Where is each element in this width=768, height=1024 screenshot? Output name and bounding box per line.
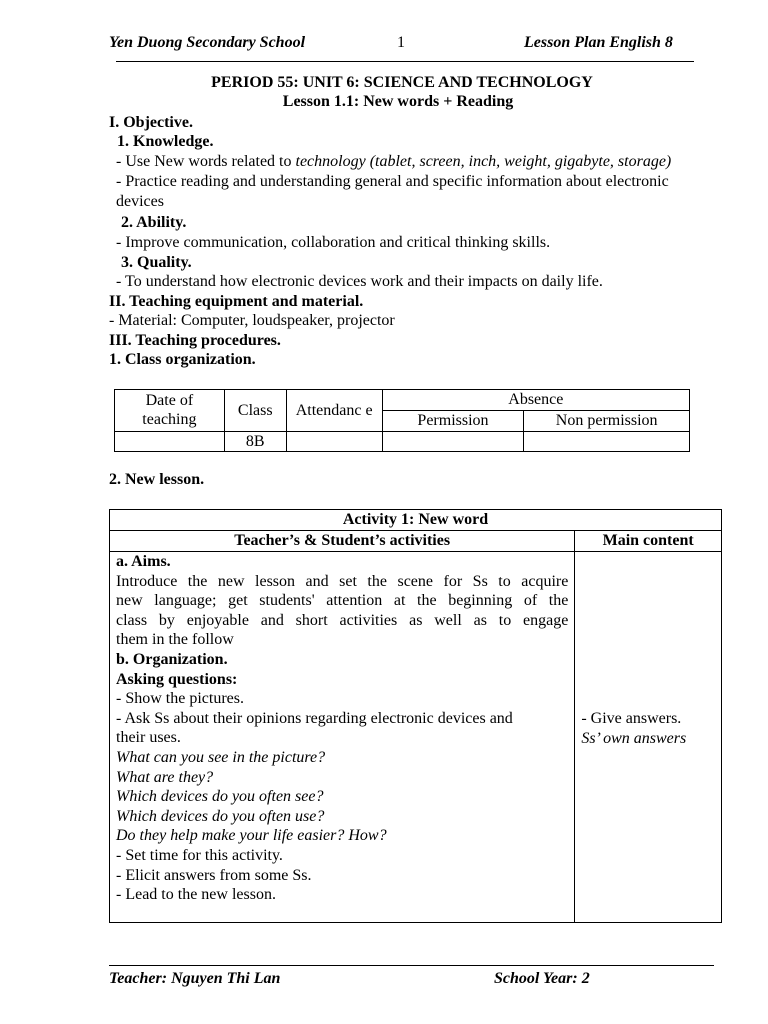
lesson-title: Lesson 1.1: New words + Reading xyxy=(282,93,514,110)
page-number: 1 xyxy=(397,34,405,51)
aims-line: class by enjoyable and short activities as well as to engage xyxy=(116,611,569,629)
organization-heading: b. Organization. xyxy=(116,650,228,668)
activity-table xyxy=(109,509,722,923)
ability-line: - Improve communication, collaboration and critical thinking skills. xyxy=(116,234,551,251)
activities-cell xyxy=(110,552,575,923)
step-item: their uses. xyxy=(116,729,181,747)
col-permission: Permission xyxy=(382,411,524,432)
footer-teacher: Teacher: Nguyen Thi Lan xyxy=(109,970,281,987)
activity-title: Activity 1: New word xyxy=(110,510,722,531)
quality-line: - To understand how electronic devices work and their impacts on daily life. xyxy=(116,273,603,290)
knowledge-line-3: devices xyxy=(116,193,164,210)
col-class: Class xyxy=(224,390,286,432)
step-item: - Elicit answers from some Ss. xyxy=(116,866,312,884)
content-line-1: - Give answers. xyxy=(581,710,682,727)
col-date-of-teaching: Date of teaching xyxy=(115,390,225,432)
footer-rule xyxy=(109,965,714,966)
knowledge-line-1-prefix: - Use New words related to xyxy=(116,153,296,170)
aims-line: Introduce the new lesson and set the scene for Ss to acquire xyxy=(116,572,569,590)
cell-non-permission xyxy=(524,431,690,452)
cell-class: 8B xyxy=(224,431,286,452)
col-content-header: Main content xyxy=(575,531,722,552)
step-item: - Show the pictures. xyxy=(116,690,244,708)
cell-attendance xyxy=(286,431,382,452)
question-item: Which devices do you often use? xyxy=(116,807,325,825)
col-attendance: Attendanc e xyxy=(286,390,382,432)
class-org-heading: 1. Class organization. xyxy=(109,351,256,368)
cell-permission xyxy=(382,431,524,452)
aims-line: new language; get students' attention at the beginning of the xyxy=(116,592,569,610)
knowledge-words: technology (tablet, screen, inch, weight, gigabyte, storage) xyxy=(295,153,672,170)
step-item: - Lead to the new lesson. xyxy=(116,886,276,904)
content-line-2: Ss’ own answers xyxy=(581,729,687,747)
aims-line: them in the follow xyxy=(116,631,234,649)
header-plan-title: Lesson Plan English 8 xyxy=(524,34,673,51)
knowledge-heading: 1. Knowledge. xyxy=(117,133,214,150)
content-cell xyxy=(575,552,722,923)
equipment-heading: II. Teaching equipment and material. xyxy=(109,293,364,310)
footer-school-year: School Year: 2 xyxy=(494,970,590,987)
new-lesson-heading: 2. New lesson. xyxy=(109,471,205,488)
procedures-heading: III. Teaching procedures. xyxy=(109,332,281,349)
question-item: What are they? xyxy=(116,768,214,786)
period-title: PERIOD 55: UNIT 6: SCIENCE AND TECHNOLOGY xyxy=(211,74,593,91)
attendance-table xyxy=(114,389,690,452)
question-item: Which devices do you often see? xyxy=(116,788,324,806)
quality-heading: 3. Quality. xyxy=(121,254,192,271)
question-item: Do they help make your life easier? How? xyxy=(116,827,387,845)
cell-date xyxy=(115,431,225,452)
ability-heading: 2. Ability. xyxy=(121,214,187,231)
header-rule xyxy=(116,61,694,62)
col-non-permission: Non permission xyxy=(524,411,690,432)
equipment-line: - Material: Computer, loudspeaker, projector xyxy=(109,312,395,329)
question-item: What can you see in the picture? xyxy=(116,748,326,766)
step-item: - Ask Ss about their opinions regarding electronic devices and xyxy=(116,709,513,727)
col-absence: Absence xyxy=(382,390,689,411)
aims-heading: a. Aims. xyxy=(116,553,171,570)
col-activities-header: Teacher’s & Student’s activities xyxy=(110,531,575,552)
header-school: Yen Duong Secondary School xyxy=(109,34,306,51)
step-item: - Set time for this activity. xyxy=(116,846,283,864)
knowledge-line-1 xyxy=(116,152,671,172)
objective-heading: I. Objective. xyxy=(109,114,193,131)
knowledge-line-2: - Practice reading and understanding general and specific information about electronic xyxy=(116,173,669,190)
asking-heading: Asking questions: xyxy=(116,670,238,688)
